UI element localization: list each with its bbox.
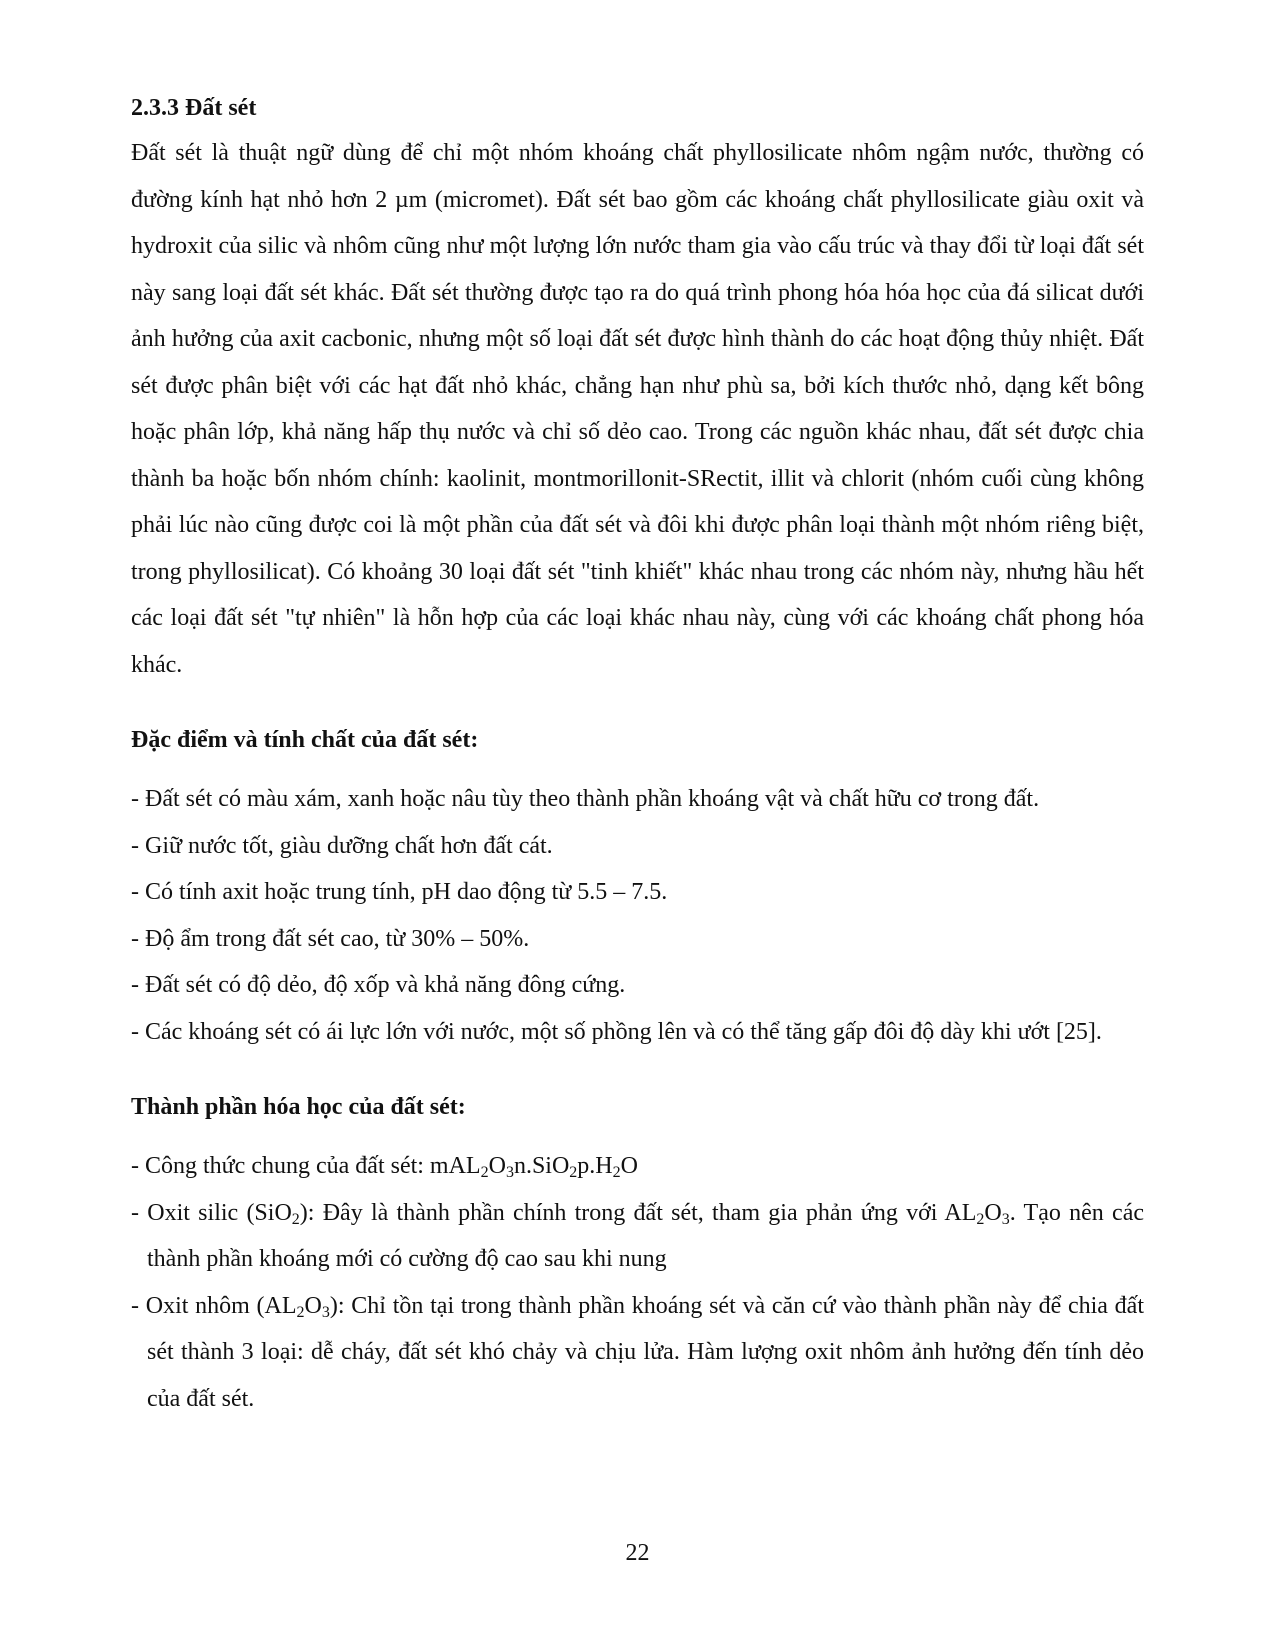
subscript: 2 (569, 1164, 578, 1181)
subscript: 2 (612, 1164, 621, 1181)
alumina-text: O (304, 1292, 322, 1319)
formula-text: O (620, 1153, 638, 1179)
intro-paragraph: Đất sét là thuật ngữ dùng để chỉ một nhóm khoáng chất phyllosilicate nhôm ngậm nước, thường có đường kính hạt nhỏ hơn 2 µm (micromet). Đất sét bao gồm các khoáng chất phyllosilicate giàu oxit và hydroxit của silic và nhôm cũng như một lượng lớn nước tham gia vào cấu trúc và thay đổi từ loại đất sét này sang loại đất sét khác. Đất sét thường được tạo ra do quá trình phong hóa hóa học của đá silicat dưới ảnh hưởng của axit cacbonic, nhưng một số loại đất sét được hình thành do các hoạt động thủy nhiệt. Đất sét được phân biệt với các hạt đất nhỏ khác, chẳng hạn như phù sa, bởi kích thước nhỏ, dạng kết bông hoặc phân lớp, khả năng hấp thụ nước và chỉ số dẻo cao. Trong các nguồn khác nhau, đất sét được chia thành ba hoặc bốn nhóm chính: kaolinit, montmorillonit-SRectit, illit và chlorit (nhóm cuối cùng không phải lúc nào cũng được coi là một phần của đất sét và đôi khi được phân loại thành một nhóm riêng biệt, trong phyllosilicat). Có khoảng 30 loại đất sét "tinh khiết" khác nhau trong các nhóm này, nhưng hầu hết các loại đất sét "tự nhiên" là hỗn hợp của các loại khác nhau này, cùng với các khoáng chất phong hóa khác. (131, 140, 1144, 678)
formula-text: p.H (577, 1153, 613, 1179)
subscript: 3 (505, 1164, 514, 1181)
list-item: - Đất sét có độ dẻo, độ xốp và khả năng đông cứng. (131, 972, 626, 998)
list-item: - Các khoáng sét có ái lực lớn với nước, một số phồng lên và có thể tăng gấp đôi độ dày khi ướt [25]. (131, 1018, 1102, 1045)
subscript: 2 (291, 1210, 300, 1228)
silica-text: - Oxit silic (SiO (131, 1199, 292, 1226)
page-number: 22 (625, 1540, 650, 1566)
alumina-item (131, 1283, 1144, 1423)
list-item: - Đất sét có màu xám, xanh hoặc nâu tùy theo thành phần khoáng vật và chất hữu cơ trong đất. (131, 786, 1040, 812)
silica-text: ): Đây là thành phần chính trong đất sét, tham gia phản ứng với AL (299, 1199, 977, 1226)
composition-heading: Thành phần hóa học của đất sét: (131, 1094, 466, 1120)
subscript: 2 (480, 1164, 489, 1181)
silica-item (131, 1190, 1144, 1283)
document-page (131, 92, 1144, 1422)
formula-text: O (488, 1153, 506, 1179)
list-item: - Độ ẩm trong đất sét cao, từ 30% – 50%. (131, 925, 530, 952)
formula-text: - Công thức chung của đất sét: mAL (131, 1153, 481, 1179)
properties-heading: Đặc điểm và tính chất của đất sét: (131, 727, 479, 753)
list-item: - Giữ nước tốt, giàu dưỡng chất hơn đất cát. (131, 832, 553, 859)
alumina-text: - Oxit nhôm (AL (131, 1292, 297, 1319)
silica-text: O (984, 1199, 1002, 1226)
subscript: 2 (296, 1303, 305, 1321)
silica-text: . Tạo nên các thành phần khoáng mới có cường độ cao sau khi nung (147, 1199, 1144, 1272)
section-title: 2.3.3 Đất sét (131, 95, 257, 121)
alumina-text: ): Chỉ tồn tại trong thành phần khoáng sét và căn cứ vào thành phần này để chia đất sét thành 3 loại: dễ cháy, đất sét khó chảy và chịu lửa. Hàm lượng oxit nhôm ảnh hưởng đến tính dẻo của đất sét. (147, 1292, 1145, 1412)
subscript: 3 (1001, 1210, 1010, 1228)
formula-item (131, 1143, 1144, 1190)
subscript: 2 (976, 1210, 985, 1228)
formula-text: n.SiO (513, 1153, 570, 1179)
subscript: 3 (321, 1303, 330, 1321)
properties-list (131, 776, 1144, 1055)
composition-list (131, 1143, 1144, 1422)
list-item: - Có tính axit hoặc trung tính, pH dao động từ 5.5 – 7.5. (131, 879, 668, 905)
